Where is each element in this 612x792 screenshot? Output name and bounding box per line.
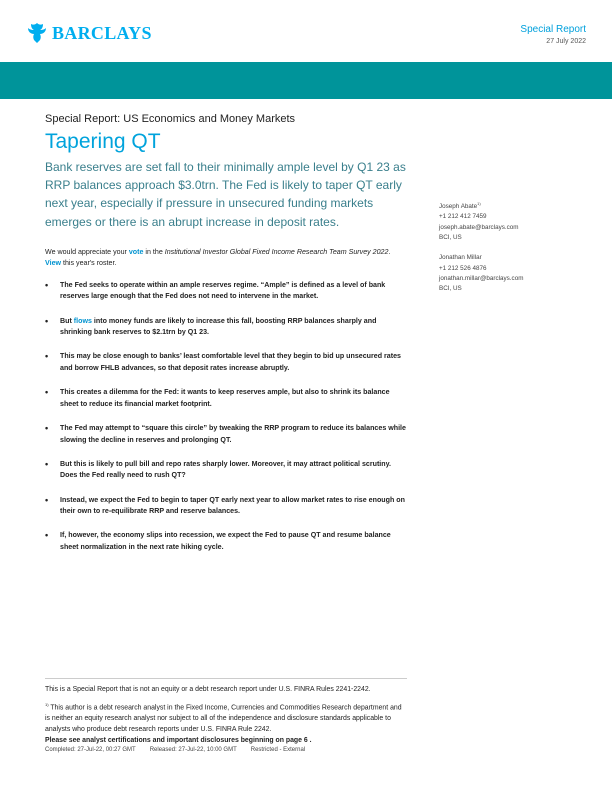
footnote-mark: 1) (45, 702, 49, 707)
eagle-icon (27, 22, 47, 44)
analyst-note: $^{1)}$ This author is a debt research analyst in the Fixed Income, Currencies and Commodities Research department and is neither an equity research analyst nor subject to all of the independence and disclosure standards applicable to analysts who produce debt research reports under U.S. FINRA Rule 2242. (45, 702, 402, 734)
author-phone: +1 212 412 7459 (439, 213, 487, 221)
disclosures-link[interactable]: Please see analyst certifications and important disclosures beginning on page 6 . (45, 737, 312, 745)
focus-label: | FOCUS (439, 152, 496, 168)
report-lede: Bank reserves are set fall to their minimally ample level by Q1 23 as RRP balances approach $3.0trn. The Fed is likely to taper QT early next year, especially if pressure in unsecured funding markets emerges or there is an abrupt increase in deposit rates. (45, 160, 406, 229)
author-entity: BCI, US (439, 285, 462, 293)
author-phone: +1 212 526 4876 (439, 264, 487, 272)
key-point: • But this is likely to pull bill and repo rates sharply lower. Moreover, it may attract political scrutiny. Does the Fed really need to rush QT? (45, 458, 391, 480)
released-time: Released: 27-Jul-22, 10:00 GMT (149, 747, 237, 754)
disclaimer-footer (45, 678, 407, 753)
key-point: • Instead, we expect the Fed to begin to taper QT early next year to allow market rates to rise enough on their own to re-equilibrate RRP and reserve balances. (45, 494, 405, 516)
report-kicker: Special Report: US Economics and Money Markets (45, 113, 296, 125)
bullet-icon: • (45, 351, 49, 362)
key-point: • But flows into money funds are likely to increase this fall, boosting RRP balances sharply and shrinking bank reserves to $2.1trn by Q1 23. (45, 315, 377, 337)
header-band (0, 62, 612, 99)
key-point: • The Fed seeks to operate within an ample reserves regime. “Ample” is defined as a level of bank reserves large enough that the Fed does not need to intervene in the market. (45, 279, 386, 301)
author-email[interactable]: joseph.abate@barclays.com (439, 223, 519, 231)
key-point: • This creates a dilemma for the Fed: it wants to keep reserves ample, but also to shrink its balance sheet to reduce its financial market footprint. (45, 387, 390, 408)
author-entity: BCI, US (439, 233, 462, 241)
publication-times (45, 747, 407, 753)
bullet-icon: • (45, 422, 49, 433)
author-name: Jonathan Millar (439, 254, 482, 262)
key-points-list (45, 280, 407, 554)
bullet-icon: • (45, 530, 49, 541)
vote-link[interactable]: vote (128, 247, 144, 256)
bullet-icon: • (45, 387, 49, 398)
vote-dot: . (388, 247, 391, 256)
document-type: Special Report (520, 24, 586, 35)
survey-name: Institutional Investor Global Fixed Income Research Team Survey 2022 (164, 247, 389, 256)
author-footnote-mark: 1) (477, 201, 481, 206)
document-header (520, 24, 586, 45)
flows-link[interactable]: flows (73, 316, 92, 325)
author-card (439, 199, 589, 243)
author-card (439, 253, 589, 294)
vote-post: this year's roster. (61, 258, 117, 267)
key-point: • This may be close enough to banks’ least comfortable level that they begin to bid up unsecured rates and borrow FHLB advances, so that deposit rates increase abruptly. (45, 351, 401, 372)
key-point: • The Fed may attempt to “square this circle” by tweaking the RRP program to reduce its balances while slowing the decline in reserves and prolonging QT. (45, 422, 406, 444)
completed-time: Completed: 27-Jul-22, 00:27 GMT (45, 747, 136, 754)
author-list (439, 199, 589, 294)
barclays-logo (27, 22, 152, 44)
key-point: • If, however, the economy slips into recession, we expect the Fed to pause QT and resume balance sheet normalization in the next rate hiking cycle. (45, 530, 391, 551)
vote-pre: We would appreciate your (45, 247, 129, 256)
vote-mid: in the (143, 247, 165, 256)
view-roster-link[interactable]: View (45, 258, 62, 267)
restriction-label: Restricted - External (250, 747, 306, 754)
bullet-icon: • (45, 494, 49, 505)
author-name: Joseph Abate (439, 203, 478, 211)
report-title: Tapering QT (45, 130, 161, 153)
survey-vote-note (45, 247, 407, 269)
sidebar (439, 152, 589, 304)
author-email[interactable]: jonathan.millar@barclays.com (439, 274, 524, 282)
bullet-icon: • (45, 458, 49, 469)
main-content (45, 113, 407, 566)
finra-note: This is a Special Report that is not an equity or a debt research report under U.S. FINRA Rules 2241-2242. (45, 686, 371, 693)
bullet-icon: • (45, 315, 49, 326)
document-date: 27 July 2022 (546, 38, 586, 45)
logo-text: BARCLAYS (52, 22, 152, 43)
bullet-icon: • (45, 279, 49, 290)
